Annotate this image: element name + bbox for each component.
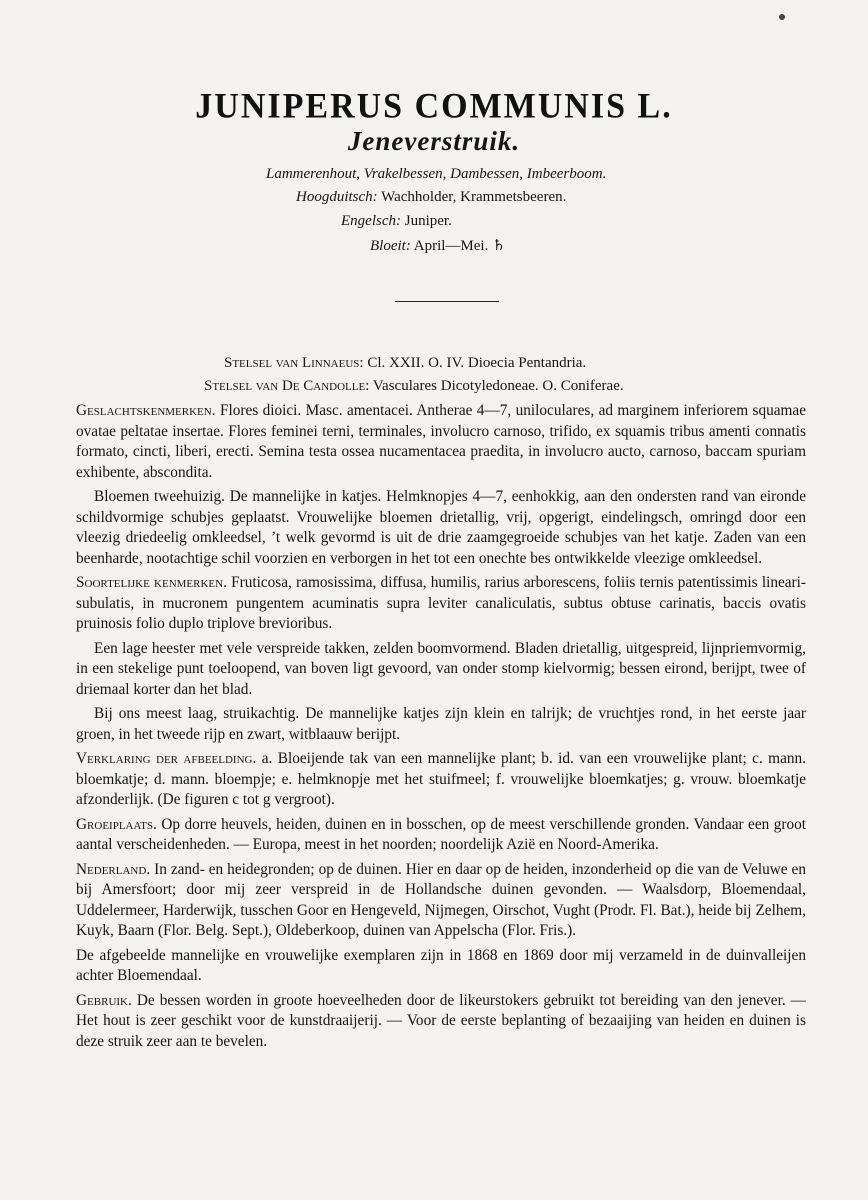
page-subtitle: Jeneverstruik.: [347, 126, 521, 156]
linnaeus-value: Cl. XXII. O. IV. Dioecia Pentandria.: [367, 355, 587, 371]
figure-text: a. Bloeijende tak van een mannelijke plant; b. id. van een vrouwelijke plant; c. mann. bloemkatje; d. mann. bloempje; e. helmknopje met het stuifmeel; f. vrouwelijke bloemkatjes; g. vrouw. bloemkatje afzonderlijk. (De figuren c tot g vergroot).: [76, 750, 806, 808]
bloom-period: [370, 236, 506, 255]
bloom-label: Bloeit:: [370, 238, 411, 254]
species-heading: Soortelijke kenmerken.: [76, 574, 227, 591]
english-value: Juniper.: [404, 213, 452, 229]
body-text: [76, 401, 806, 1056]
ink-dot: [779, 14, 785, 20]
linnaeus-label: Stelsel van Linnaeus:: [224, 355, 364, 371]
local-names: Lammerenhout, Vrakelbessen, Dambessen, Imbeerboom.: [266, 166, 607, 182]
usage-text: De bessen worden in groote hoeveelheden door de likeurstokers gebruikt tot bereiding van den jenever. — Het hout is zeer geschikt voor de kunstdraaijerij. — Voor de eerste beplanting of bezaaijing van heiden en duinen is deze struik zeer aan te bevelen.: [76, 991, 806, 1050]
habitat-paragraph: [76, 815, 806, 856]
german-value: Wachholder, Krammetsbeeren.: [381, 189, 567, 205]
candolle-value: Vasculares Dicotyledoneae. O. Coniferae.: [372, 378, 624, 394]
english-names: [341, 213, 452, 230]
page-title: JUNIPERUS COMMUNIS L.: [195, 87, 673, 126]
figure-paragraph: [76, 749, 806, 811]
linnaeus-system: [224, 355, 586, 372]
genus-dutch-paragraph: Bloemen tweehuizig. De mannelijke in katjes. Helmknopjes 4—7, eenhokkig, aan den ondersten rand van eironde schildvormige schubjes geplaatst. Vrouwelijke bloemen drietallig, vrij, opgerigt, eindelingsch, omringd door een vleezig driedeelig omkleedsel, ’t welk gevormd is uit de drie zaamgegroeide schubjes van het katje. Zaden van een beenharde, nootachtige schil voorzien en verborgen in het tot een onechte bes ontwikkelde vleezige omkleedsel.: [76, 488, 806, 567]
species-dutch-paragraph: Een lage heester met vele verspreide takken, zelden boomvormend. Bladen drietallig, uitgespreid, lijnpriemvormig, in een stekelige punt toeloopend, van boven ligt gevoord, van onder stomp kielvormig; bessen eirond, berijpt, twee of driemaal korter dan het blad.: [76, 639, 806, 698]
habitat-heading: Groeiplaats.: [76, 815, 157, 833]
genus-heading: Geslachtskenmerken.: [76, 402, 216, 419]
candolle-system: [204, 378, 624, 395]
species-latin-paragraph: [76, 573, 806, 635]
species-latin: Fruticosa, ramosissima, diffusa, humilis, rarius arborescens, foliis ternis patentissimis lineari-subulatis, in mucronem pungentem acuminatis supra leviter canaliculatis, subtus obtuse carinatis, baccis ovatis pruinosis folio duplo triplove brevioribus.: [76, 574, 806, 632]
species-note-paragraph: Bij ons meest laag, struikachtig. De mannelijke katjes zijn klein en talrijk; de vruchtjes rond, in het eerste jaar groen, in het tweede rijp en zwart, witblaauw berijpt.: [76, 705, 806, 743]
genus-latin-paragraph: [76, 401, 806, 483]
bloom-value: April—Mei. ♄: [413, 238, 506, 254]
netherlands-text: In zand- en heidegronden; op de duinen. Hier en daar op de heiden, inzonderheid op die van de Veluwe en bij Amersfoort; door mij zeer verspreid in de Hollandsche duinen gevonden. — Waalsdorp, Bloemendaal, Uddelermeer, Harderwijk, tusschen Goor en Hengeveld, Nijmegen, Oirschot, Vught (Prodr. Fl. Bat.), heide bij Zelhem, Kuyk, Baarn (Flor. Belg. Sept.), Oldeberkoop, duinen van Appelscha (Flor. Fris.).: [76, 860, 806, 939]
candolle-label: Stelsel van De Candolle:: [204, 378, 370, 394]
netherlands-heading: Nederland.: [76, 860, 151, 878]
english-label: Engelsch:: [341, 213, 401, 229]
genus-latin: Flores dioici. Masc. amentacei. Antherae 4—7, uniloculares, ad marginem inferiorem squamae ovatae peltatae insertae. Flores feminei terni, terminales, involucro carnoso, trifido, ex squamis tribus amenti connatis formato, cincti, liberi, erecti. Semina testa ossea nucamentacea praedita, in involucro aucto, carnoso, baccam spuriam exhibente, abscondita.: [76, 402, 807, 481]
german-names: [296, 189, 566, 206]
netherlands-paragraph: [76, 860, 806, 942]
usage-heading: Gebruik.: [76, 991, 132, 1009]
german-label: Hoogduitsch:: [296, 189, 378, 205]
usage-paragraph: [76, 991, 806, 1053]
collected-paragraph: De afgebeelde mannelijke en vrouwelijke exemplaren zijn in 1868 en 1869 door mij verzameld in de duinvalleijen achter Bloemendaal.: [76, 946, 806, 984]
habitat-text: Op dorre heuvels, heiden, duinen en in bosschen, op de meest verschillende gronden. Vandaar een groot aantal verscheidenheden. — Europa, meest in het noorden; noordelijk Azië en Noord-Amerika.: [76, 815, 807, 853]
figure-heading: Verklaring der afbeelding.: [76, 750, 257, 767]
divider-rule: [395, 301, 499, 302]
